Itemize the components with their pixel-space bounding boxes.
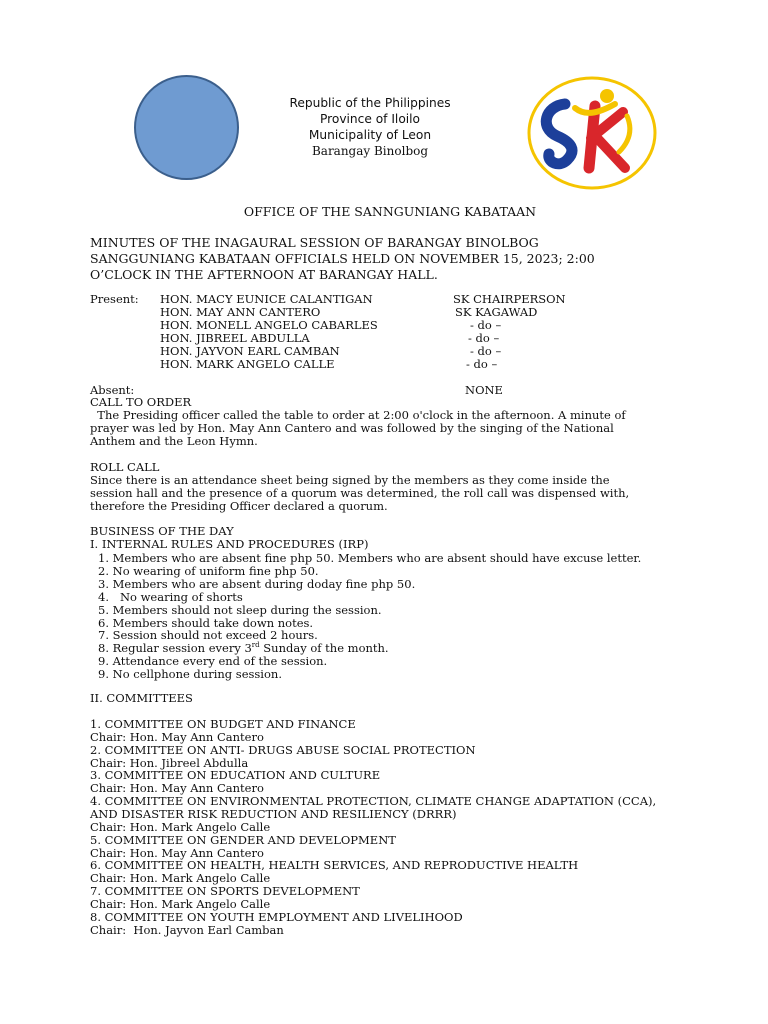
office-title: OFFICE OF THE SANNGUNIANG KABATAAN <box>243 204 537 219</box>
rule-item: 7. Session should not exceed 2 hours. <box>98 628 318 642</box>
attendee-role: SK KAGAWAD <box>455 305 538 319</box>
attendee-name: HON. MAY ANN CANTERO <box>160 305 321 319</box>
minutes-title <box>90 235 690 283</box>
rule-item: 4. No wearing of shorts <box>98 590 243 604</box>
absent-label: Absent: <box>90 383 135 397</box>
rule-item: 9. Attendance every end of the session. <box>98 654 328 668</box>
committee-chair: Chair: Hon. Jayvon Earl Camban <box>90 923 284 937</box>
rule-item: 5. Members should not sleep during the session. <box>98 603 382 617</box>
rule-item: 1. Members who are absent fine php 50. Members who are absent should have excuse letter. <box>98 551 642 565</box>
business-heading: BUSINESS OF THE DAY <box>90 524 234 538</box>
roll-call-text: Since there is an attendance sheet being signed by the members as they come inside the <box>90 473 610 487</box>
roll-call-text: therefore the Presiding Officer declared a quorum. <box>90 499 388 513</box>
attendee-name: HON. MARK ANGELO CALLE <box>160 357 335 371</box>
call-to-order-text: prayer was led by Hon. May Ann Cantero and was followed by the singing of the National <box>90 421 614 435</box>
roll-call-heading: ROLL CALL <box>90 460 160 474</box>
present-label: Present: <box>90 292 139 306</box>
committee-line: AND DISASTER RISK REDUCTION AND RESILIENCY (DRRR) <box>90 807 457 821</box>
rule-item: 6. Members should take down notes. <box>98 616 314 630</box>
committee-line: 1. COMMITTEE ON BUDGET AND FINANCE <box>90 717 356 731</box>
call-to-order-text: The Presiding officer called the table to order at 2:00 o'clock in the afternoon. A minute of <box>90 408 626 422</box>
committee-chair: Chair: Hon. Mark Angelo Calle <box>90 820 271 834</box>
attendee-role: - do – <box>468 331 500 345</box>
minutes-title-line: MINUTES OF THE INAGAURAL SESSION OF BARANGAY BINOLBOG <box>90 235 539 250</box>
header-province: Province of Iloilo <box>319 112 421 126</box>
absent-value: NONE <box>465 383 503 397</box>
minutes-title-line: O’CLOCK IN THE AFTERNOON AT BARANGAY HALL. <box>90 267 438 282</box>
committee-chair: Chair: Hon. Mark Angelo Calle <box>90 871 271 885</box>
call-to-order-text: Anthem and the Leon Hymn. <box>90 434 258 448</box>
rule-item: 3. Members who are absent during doday fine php 50. <box>98 577 416 591</box>
committee-line: 3. COMMITTEE ON EDUCATION AND CULTURE <box>90 768 381 782</box>
rule-item: 2. No wearing of uniform fine php 50. <box>98 564 319 578</box>
committee-line: 2. COMMITTEE ON ANTI- DRUGS ABUSE SOCIAL PROTECTION <box>90 743 476 757</box>
ordinal-suffix: rd <box>251 641 260 650</box>
committee-line: 8. COMMITTEE ON YOUTH EMPLOYMENT AND LIVELIHOOD <box>90 910 463 924</box>
header-barangay: Barangay Binolbog <box>311 144 429 158</box>
committee-chair: Chair: Hon. Mark Angelo Calle <box>90 897 271 911</box>
rule-item-text: 8. Regular session every 3 <box>98 641 252 655</box>
committee-line: 7. COMMITTEE ON SPORTS DEVELOPMENT <box>90 884 360 898</box>
attendee-name: HON. JIBREEL ABDULLA <box>160 331 310 345</box>
committee-line: 6. COMMITTEE ON HEALTH, HEALTH SERVICES, AND REPRODUCTIVE HEALTH <box>90 858 579 872</box>
rule-item: 9. No cellphone during session. <box>98 667 282 681</box>
irp-heading: I. INTERNAL RULES AND PROCEDURES (IRP) <box>90 537 369 551</box>
committee-line: 4. COMMITTEE ON ENVIRONMENTAL PROTECTION, CLIMATE CHANGE ADAPTATION (CCA), <box>90 794 657 808</box>
attendee-role: - do – <box>466 357 498 371</box>
rule-item-text: Sunday of the month. <box>259 641 389 655</box>
committee-chair: Chair: Hon. May Ann Cantero <box>90 781 264 795</box>
attendee-name: HON. MACY EUNICE CALANTIGAN <box>160 292 373 306</box>
header-country: Republic of the Philippines <box>289 96 451 110</box>
attendee-name: HON. JAYVON EARL CAMBAN <box>160 344 340 358</box>
committee-line: 5. COMMITTEE ON GENDER AND DEVELOPMENT <box>90 833 396 847</box>
committee-chair: Chair: Hon. Jibreel Abdulla <box>90 756 249 770</box>
attendee-role: - do – <box>470 318 502 332</box>
header-municipality: Municipality of Leon <box>308 128 432 142</box>
attendee-role: SK CHAIRPERSON <box>453 292 566 306</box>
barangay-seal-placeholder <box>134 75 239 180</box>
attendee-name: HON. MONELL ANGELO CABARLES <box>160 318 378 332</box>
committee-chair: Chair: Hon. May Ann Cantero <box>90 730 264 744</box>
roll-call-text: session hall and the presence of a quorum was determined, the roll call was dispensed with, <box>90 486 630 500</box>
call-to-order-heading: CALL TO ORDER <box>90 395 192 409</box>
rule-item <box>98 641 389 655</box>
attendee-role: - do – <box>470 344 502 358</box>
minutes-title-line: SANGGUNIANG KABATAAN OFFICIALS HELD ON NOVEMBER 15, 2023; 2:00 <box>90 251 595 266</box>
sk-logo <box>527 76 657 190</box>
committee-chair: Chair: Hon. May Ann Cantero <box>90 846 264 860</box>
committees-heading: II. COMMITTEES <box>90 691 193 705</box>
